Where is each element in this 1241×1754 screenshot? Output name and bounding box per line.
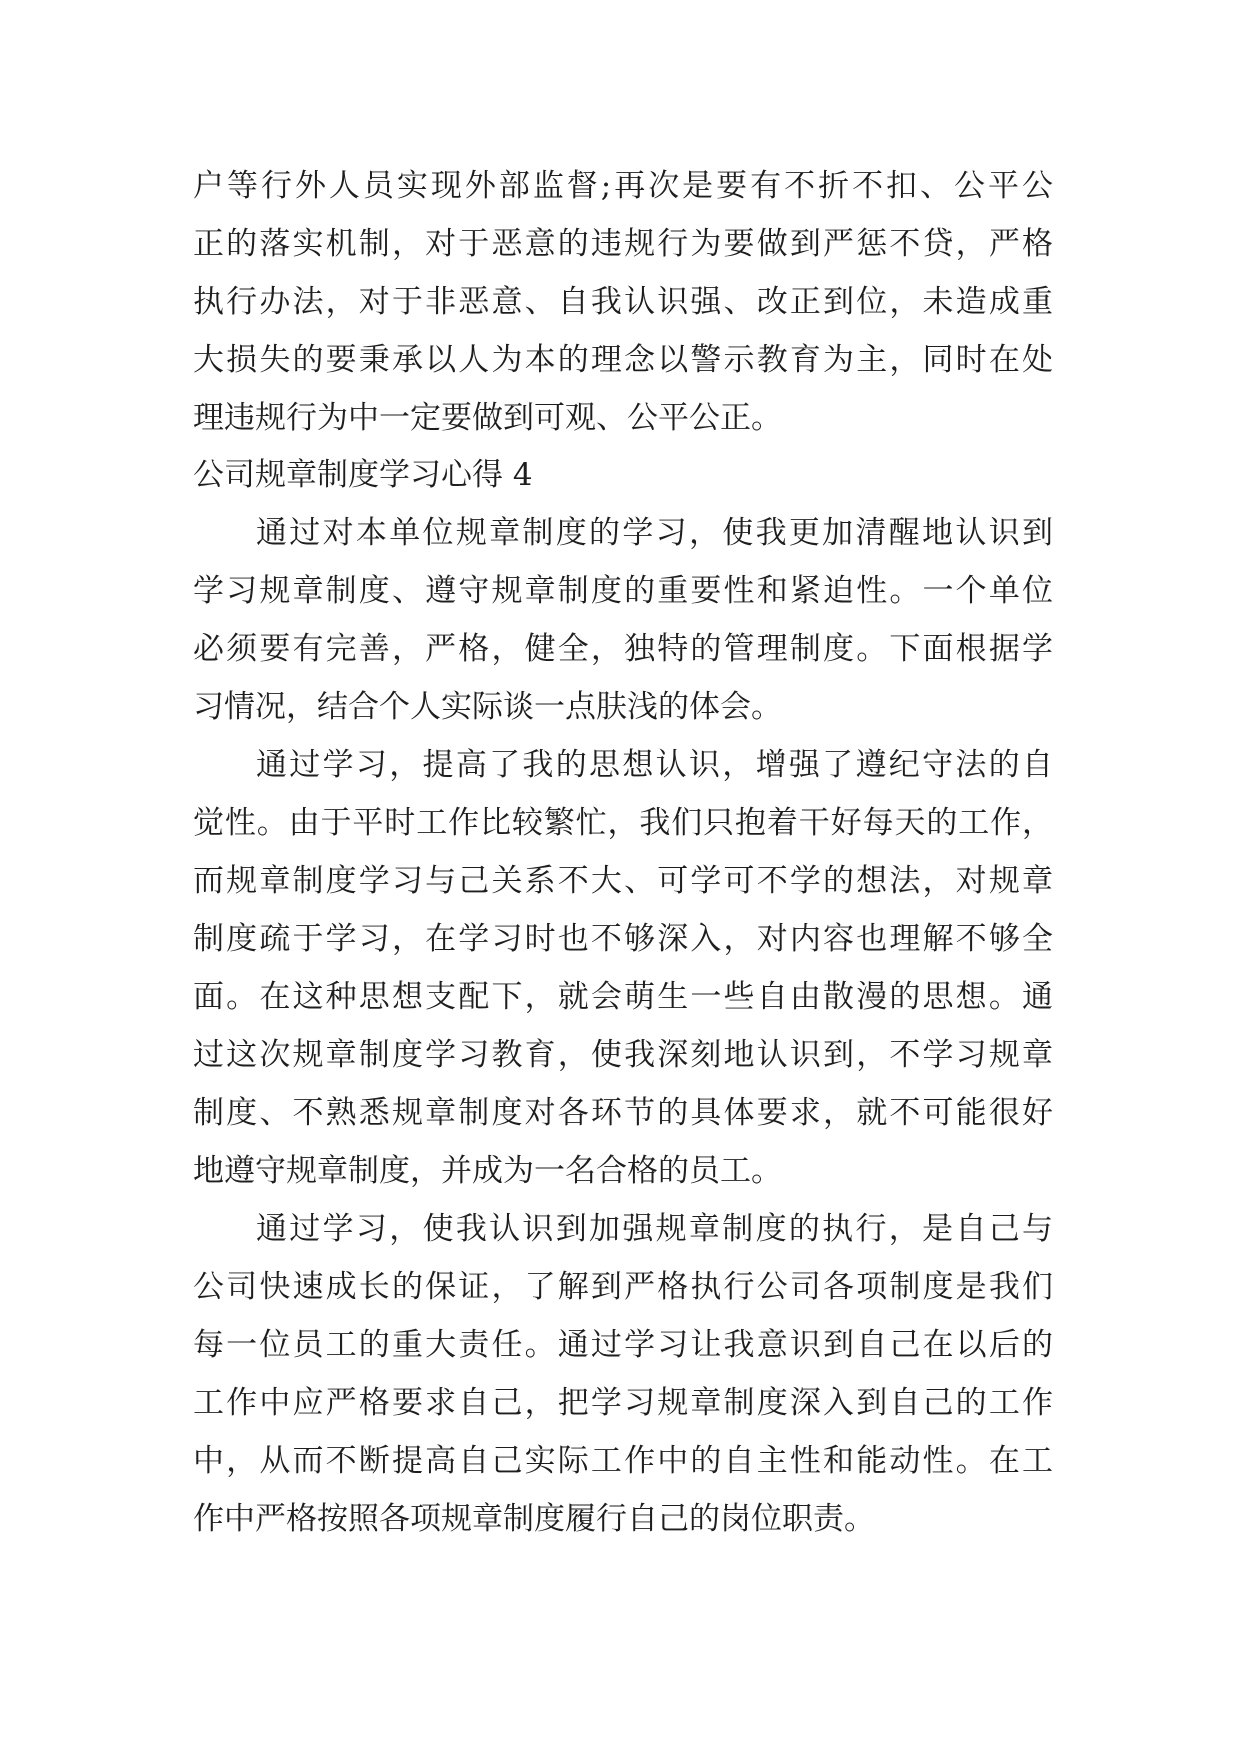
paragraph-line: 觉性。由于平时工作比较繁忙，我们只抱着干好每天的工作， bbox=[193, 805, 1053, 841]
paragraph-line: 通过对本单位规章制度的学习，使我更加清醒地认识到 bbox=[256, 515, 1053, 551]
paragraph-line: 制度、不熟悉规章制度对各环节的具体要求，就不可能很好 bbox=[193, 1095, 1053, 1131]
paragraph-line: 过这次规章制度学习教育，使我深刻地认识到，不学习规章 bbox=[193, 1037, 1053, 1073]
continuation-line: 户等行外人员实现外部监督;再次是要有不折不扣、公平公 bbox=[193, 168, 1053, 204]
paragraph-line: 工作中应严格要求自己，把学习规章制度深入到自己的工作 bbox=[193, 1385, 1053, 1421]
continuation-line: 理违规行为中一定要做到可观、公平公正。 bbox=[193, 400, 782, 436]
continuation-line: 大损失的要秉承以人为本的理念以警示教育为主，同时在处 bbox=[193, 342, 1053, 378]
paragraph-line: 地遵守规章制度，并成为一名合格的员工。 bbox=[193, 1153, 782, 1189]
paragraph-line: 学习规章制度、遵守规章制度的重要性和紧迫性。一个单位 bbox=[193, 573, 1053, 609]
paragraph-line: 中，从而不断提高自己实际工作中的自主性和能动性。在工 bbox=[193, 1443, 1053, 1479]
paragraph-line: 公司快速成长的保证，了解到严格执行公司各项制度是我们 bbox=[193, 1269, 1053, 1305]
continuation-line: 执行办法，对于非恶意、自我认识强、改正到位，未造成重 bbox=[193, 284, 1053, 320]
continuation-line: 正的落实机制，对于恶意的违规行为要做到严惩不贷，严格 bbox=[193, 226, 1053, 262]
paragraph-line: 而规章制度学习与己关系不大、可学可不学的想法，对规章 bbox=[193, 863, 1053, 899]
paragraph-line: 每一位员工的重大责任。通过学习让我意识到自己在以后的 bbox=[193, 1327, 1053, 1363]
paragraph-line: 习情况，结合个人实际谈一点肤浅的体会。 bbox=[193, 689, 782, 725]
paragraph-line: 作中严格按照各项规章制度履行自己的岗位职责。 bbox=[193, 1501, 875, 1537]
paragraph-line: 必须要有完善，严格，健全，独特的管理制度。下面根据学 bbox=[193, 631, 1053, 667]
paragraph-line: 制度疏于学习，在学习时也不够深入，对内容也理解不够全 bbox=[193, 921, 1053, 957]
paragraph-line: 通过学习，使我认识到加强规章制度的执行，是自己与 bbox=[256, 1211, 1053, 1247]
paragraph-line: 面。在这种思想支配下，就会萌生一些自由散漫的思想。通 bbox=[193, 979, 1053, 1015]
paragraph-line: 通过学习，提高了我的思想认识，增强了遵纪守法的自 bbox=[256, 747, 1053, 783]
section-heading: 公司规章制度学习心得 4 bbox=[193, 457, 533, 493]
